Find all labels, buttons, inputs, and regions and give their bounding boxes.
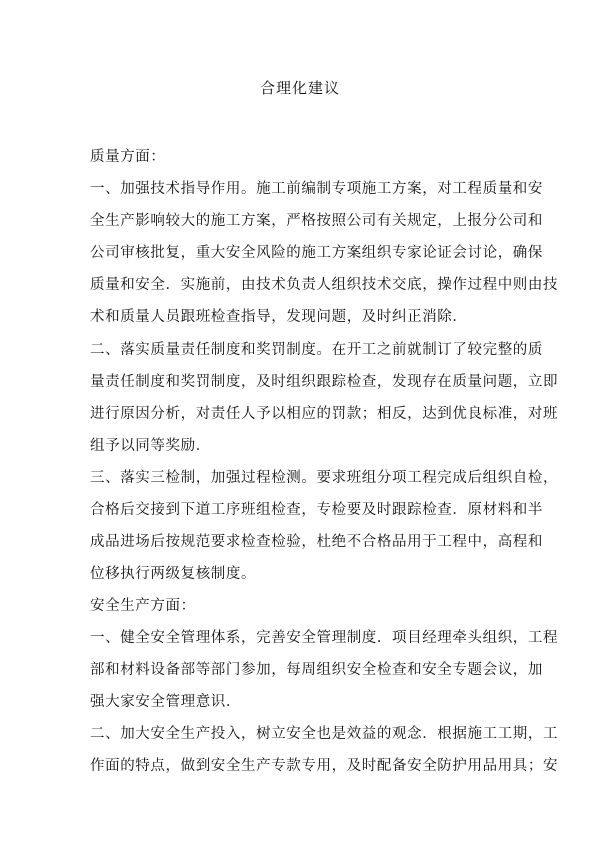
text-line: 组予以同等奖励．: [90, 438, 211, 454]
text-line: 进行原因分析，对责任人予以相应的罚款；相反，达到优良标准，对班: [90, 406, 559, 422]
text-line: 二、加大安全生产投入，树立安全也是效益的观念．根据施工工期，工: [90, 726, 559, 742]
text-line: 一、加强技术指导作用。施工前编制专项施工方案，对工程质量和安: [90, 181, 543, 197]
text-line: 强大家安全管理意识．: [90, 694, 241, 710]
text-line: 公司审核批复，重大安全风险的施工方案组织专家论证会讨论，确保: [90, 245, 543, 261]
text-line: 位移执行两级复核制度。: [90, 566, 257, 582]
text-line: 作面的特点，做到安全生产专款专用，及时配备安全防护用品用具；安: [90, 758, 559, 774]
document-title: 合理化建议: [259, 79, 340, 97]
text-line: 量责任制度和奖罚制度，及时组织跟踪检查，发现存在质量问题，立即: [90, 374, 559, 390]
text-line: 部和材料设备部等部门参加，每周组织安全检查和安全专题会议，加: [90, 662, 543, 678]
text-line: 全生产影响较大的施工方案，严格按照公司有关规定，上报分公司和: [90, 213, 543, 229]
text-line: 成品进场后按规范要求检查检验，杜绝不合格品用于工程中，高程和: [90, 534, 543, 550]
text-line: 合格后交接到下道工序班组检查，专检要及时跟踪检查．原材料和半: [90, 502, 543, 518]
text-line: 术和质量人员跟班检查指导，发现问题，及时纠正消除．: [90, 309, 468, 325]
text-line: 一、健全安全管理体系，完善安全管理制度．项目经理牵头组织，工程: [90, 630, 559, 646]
text-line: 质量和安全．实施前，由技术负责人组织技术交底，操作过程中则由技: [90, 277, 559, 293]
text-line: 二、落实质量责任制度和奖罚制度。在开工之前就制订了较完整的质: [90, 342, 543, 358]
section-heading-safety: 安全生产方面：: [90, 598, 196, 614]
text-line: 三、落实三检制，加强过程检测。要求班组分项工程完成后组织自检，: [90, 470, 559, 486]
section-heading-quality: 质量方面：: [90, 149, 166, 165]
